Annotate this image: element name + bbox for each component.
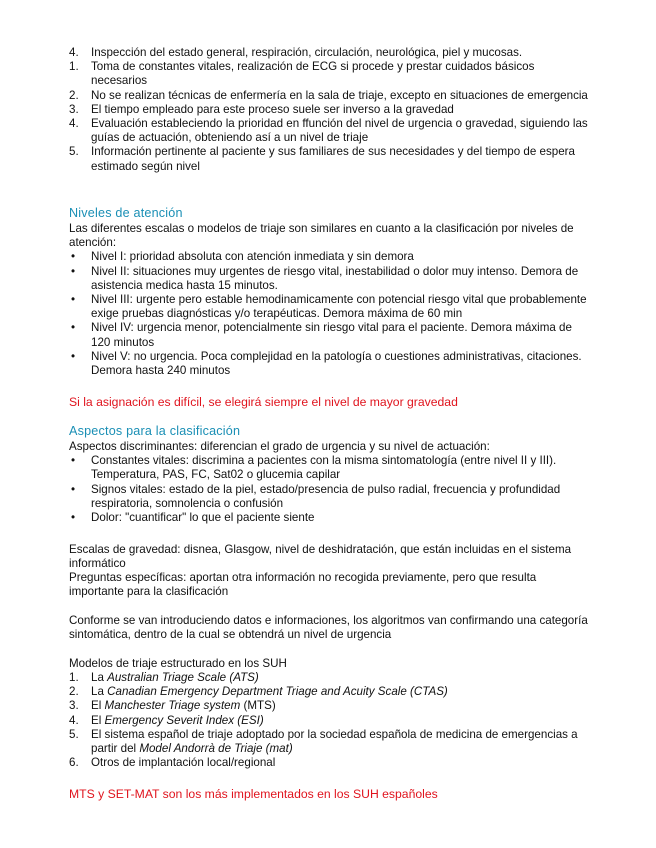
list-item: • Nivel V: no urgencia. Poca complejidad en la patología o cuestiones administrativas, citaciones. Demora hasta 240 minutos: [71, 349, 582, 378]
alert-note-implementation: MTS y SET-MAT son los más implementados en los SUH españoles: [69, 787, 438, 801]
list-item: 1. La Australian Triage Scale (ATS): [69, 671, 259, 684]
list-item: • Signos vitales: estado de la piel, estado/presencia de pulso radial, frecuencia y profundidad respiratoria, somnolencia o confusión: [71, 482, 561, 510]
list-item: 3. El tiempo empleado para este proceso suele ser inverso a la gravedad: [69, 102, 454, 116]
list-item: • Nivel I: prioridad absoluta con atención inmediata y sin demora: [71, 250, 414, 264]
escalas-paragraph: Escalas de gravedad: disnea, Glasgow, nivel de deshidratación, que están incluidas en el sistema informático: [69, 543, 572, 571]
modelos-list: [69, 671, 591, 770]
preguntas-paragraph: Preguntas específicas: aportan otra información no recogida previamente, pero que resulta importante para la clasificación: [69, 571, 537, 599]
niveles-heading: Niveles de atención: [69, 206, 183, 220]
list-item: • Dolor: "cuantificar" lo que el paciente siente: [71, 511, 315, 525]
modelos-heading: Modelos de triaje estructurado en los SUH: [69, 657, 287, 670]
list-item: 6. Otros de implantación local/regional: [69, 756, 276, 770]
list-item: • Constantes vitales: discrimina a pacientes con la misma sintomatología (entre nivel II y III). Temperatura, PAS, FC, Sat02 o glucemia capilar: [71, 454, 557, 482]
aspectos-intro: Aspectos discriminantes: diferencian el grado de urgencia y su nivel de actuación:: [69, 440, 490, 453]
list-item: • Nivel III: urgente pero estable hemodinamicamente con potencial riesgo vital que probablemente exige pruebas diagnósticas y/o terapéuticas. Demora máxima de 60 min: [71, 293, 587, 321]
list-item: 5. El sistema español de triaje adoptado por la sociedad española de medicina de emergencias a partir del Model Andorrà de Triaje (mat): [69, 727, 578, 756]
list-item: • Nivel IV: urgencia menor, potencialmente sin riesgo vital para el paciente. Demora máxima de 120 minutos: [71, 321, 572, 349]
niveles-intro: Las diferentes escalas o modelos de triaje son similares en cuanto a la clasificación por niveles de atención:: [69, 222, 574, 250]
list-item: 4. Inspección del estado general, respiración, circulación, neurológica, piel y mucosas.: [69, 46, 523, 59]
aspectos-section: [69, 440, 591, 525]
triage-steps-list: [69, 46, 591, 174]
niveles-section: [69, 222, 591, 378]
list-item: 2. No se realizan técnicas de enfermería en la sala de triaje, excepto en situaciones de emergencia: [69, 88, 588, 102]
aspectos-heading: Aspectos para la clasificación: [69, 424, 241, 438]
list-item: 5. Información pertinente al paciente y sus familiares de sus necesidades y del tiempo de espera estimado según nivel: [69, 145, 575, 173]
list-item: 2. La Canadian Emergency Department Triage and Acuity Scale (CTAS): [69, 685, 448, 699]
list-item: 1. Toma de constantes vitales, realización de ECG si procede y prestar cuidados básicos necesarios: [69, 60, 535, 88]
niveles-list: [69, 250, 591, 378]
aspectos-list: [69, 454, 591, 525]
alert-note-severity: Si la asignación es difícil, se elegirá siempre el nivel de mayor gravedad: [69, 395, 458, 409]
list-item: 3. El Manchester Triage system (MTS): [69, 699, 276, 713]
conforme-paragraph: Conforme se van introduciendo datos e informaciones, los algoritmos van confirmando una categoría sintomática, dentro de la cual se obtendrá un nivel de urgencia: [69, 614, 588, 642]
list-item: 4. El Emergency Severit Index (ESI): [69, 713, 264, 727]
list-item: • Nivel II: situaciones muy urgentes de riesgo vital, inestabilidad o dolor muy intenso. Demora de asistencia medica hasta 15 minutos.: [71, 264, 579, 292]
list-item: 4. Evaluación estableciendo la prioridad en ffunción del nivel de urgencia o gravedad, siguiendo las guías de actuación, obteniendo así a un nivel de triaje: [69, 117, 588, 145]
